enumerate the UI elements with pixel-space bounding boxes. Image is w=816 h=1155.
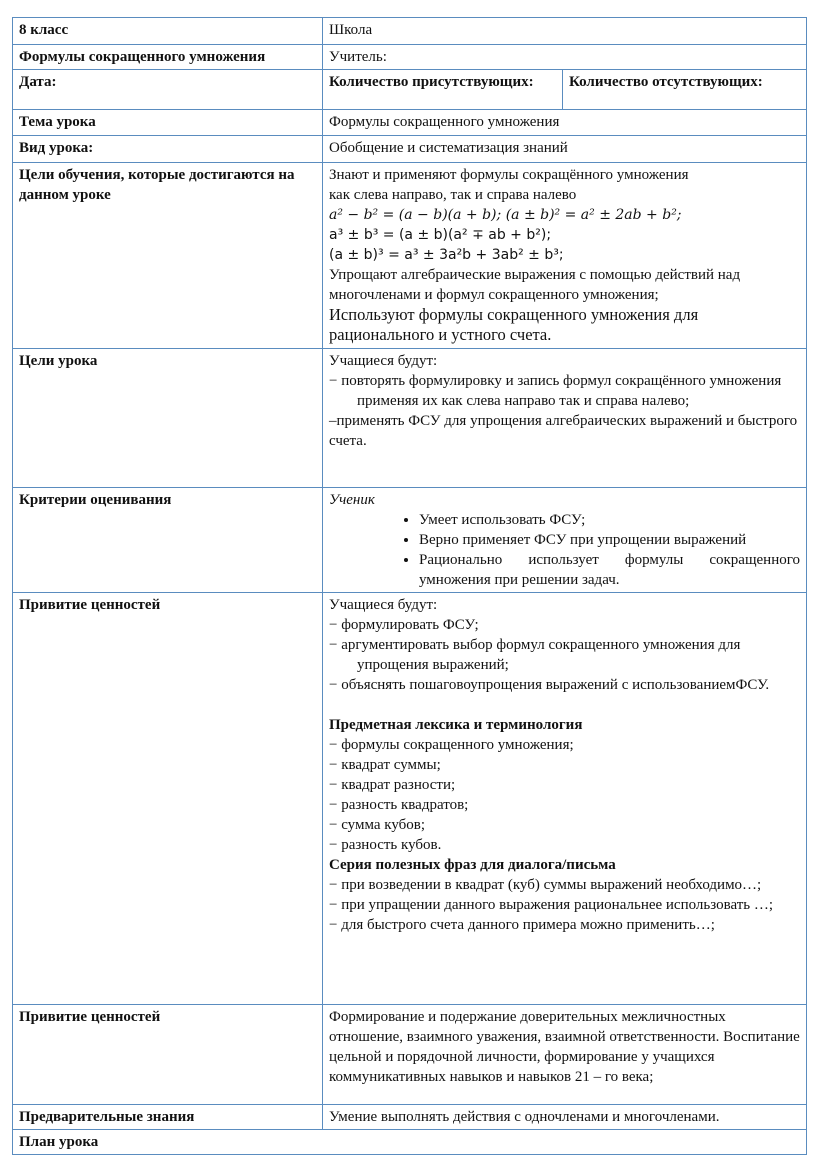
values-content [323, 593, 807, 1005]
lexicon-item: − разность квадратов; [329, 797, 469, 813]
goal-text: Используют формулы сокращенного умножения для рационального и устного счета. [329, 305, 699, 344]
prior-knowledge-value: Умение выполнять действия с одночленами и многочленами. [323, 1105, 807, 1130]
values2-text: Формирование и подержание доверительных межличностных отношение, взаимного уважения, взаимной ответственности. Воспитание цельной и порядочной личности, формирование у учащихся коммуникативных навыков и навыков 21 – го века; [323, 1005, 807, 1105]
lesson-type-value: Обобщение и систематизация знаний [323, 136, 807, 163]
lesson-goals-label: Цели урока [13, 349, 323, 488]
lexicon-item: − квадрат разности; [329, 777, 456, 793]
school-cell: Школа [323, 18, 807, 45]
phrases-title: Серия полезных фраз для диалога/письма [329, 857, 616, 873]
lesson-goals-intro: Учащиеся будут: [329, 353, 438, 369]
goal-text: Упрощают алгебраические выражения с помощью действий над многочленами и формул сокращенного умножения; [329, 267, 741, 303]
goal-line: как слева направо, так и справа налево [329, 187, 577, 203]
date-cell: Дата: [13, 70, 323, 110]
prior-knowledge-label: Предварительные знания [13, 1105, 323, 1130]
lesson-goal-item: − повторять формулировку и запись формул сокращённого умножения применяя их как слева направо так и справа налево; [329, 373, 782, 409]
values-item: − формулировать ФСУ; [329, 617, 479, 633]
formula: (a ± b)³ = a³ ± 3a²b + 3ab² ± b³; [329, 247, 564, 263]
values-label: Привитие ценностей [13, 593, 323, 1005]
values-item: − аргументировать выбор формул сокращенного умножения для упрощения выражений; [329, 637, 741, 673]
lexicon-item: − сумма кубов; [329, 817, 426, 833]
topic-label: Тема урока [13, 110, 323, 136]
learning-goals-label: Цели обучения, которые достигаются на данном уроке [13, 163, 323, 349]
criteria-item: • Умеет использовать ФСУ; [419, 510, 800, 530]
criteria-item: • Рационально использует формулы сокращенного умножения при решении задач. [419, 550, 800, 590]
lesson-type-label: Вид урока: [13, 136, 323, 163]
criteria-content [323, 488, 807, 593]
criteria-subject: Ученик [329, 492, 375, 508]
lesson-plan-table [12, 17, 807, 1155]
lexicon-item: − разность кубов. [329, 837, 442, 853]
lesson-goals-content [323, 349, 807, 488]
goal-line: Знают и применяют формулы сокращённого умножения [329, 167, 689, 183]
formula: a² − b² = (a − b)(a + b); (a ± b)² = a² ± 2ab + b²; [329, 207, 682, 223]
lesson-plan-heading: План урока [13, 1130, 807, 1155]
topic-value: Формулы сокращенного умножения [323, 110, 807, 136]
teacher-cell: Учитель: [323, 45, 807, 70]
criteria-label: Критерии оценивания [13, 488, 323, 593]
absent-count-cell: Количество отсутствующих: [563, 70, 807, 110]
values2-label: Привитие ценностей [13, 1005, 323, 1105]
lesson-goal-item: –применять ФСУ для упрощения алгебраических выражений и быстрого счета. [329, 413, 798, 449]
phrase-item: − для быстрого счета данного примера можно применить…; [329, 917, 715, 933]
lexicon-item: − формулы сокращенного умножения; [329, 737, 574, 753]
present-count-cell: Количество присутствующих: [323, 70, 563, 110]
topic-short-cell: Формулы сокращенного умножения [13, 45, 323, 70]
phrase-item: − при упращении данного выражения рациональнее использовать …; [329, 897, 774, 913]
formula: a³ ± b³ = (a ± b)(a² ∓ ab + b²); [329, 227, 552, 243]
learning-goals-content [323, 163, 807, 349]
values-intro: Учащиеся будут: [329, 597, 438, 613]
lexicon-item: − квадрат суммы; [329, 757, 441, 773]
phrase-item: − при возведении в квадрат (куб) суммы выражений необходимо…; [329, 877, 762, 893]
grade-cell: 8 класс [13, 18, 323, 45]
criteria-item: • Верно применяет ФСУ при упрощении выражений [419, 530, 800, 550]
lexicon-title: Предметная лексика и терминология [329, 717, 583, 733]
values-item: − объяснять пошаговоупрощения выражений с использованиемФСУ. [329, 677, 770, 693]
